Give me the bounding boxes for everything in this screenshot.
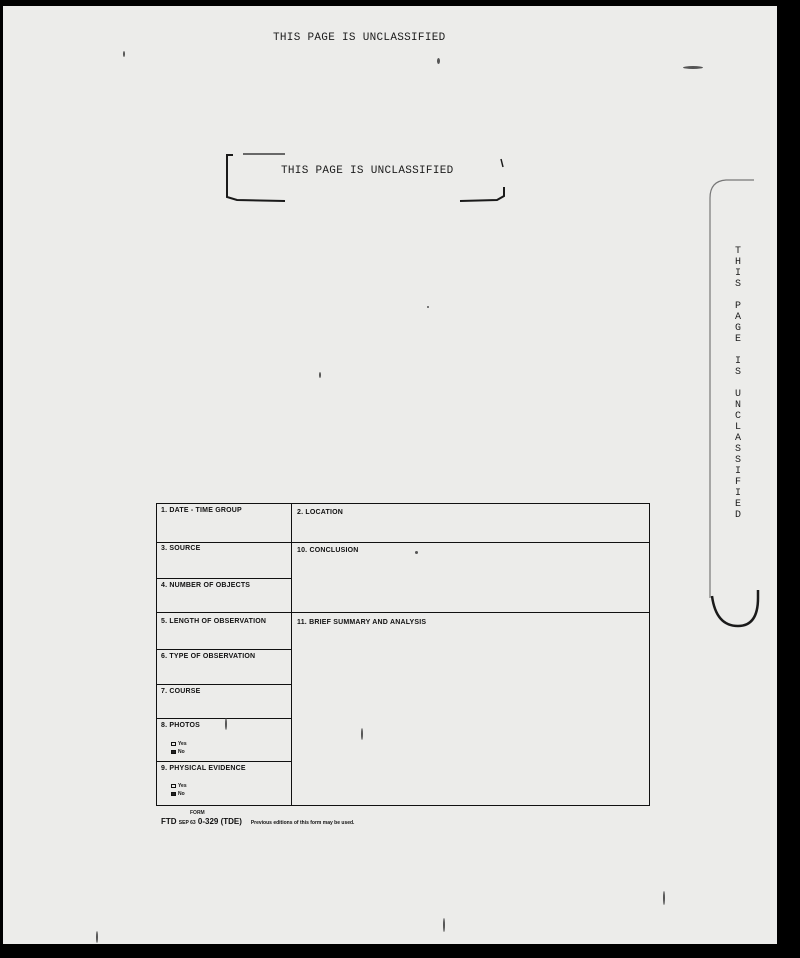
location-label: 2. LOCATION (297, 509, 344, 516)
side-letter: E (734, 334, 741, 345)
stamp-classification-text: THIS PAGE IS UNCLASSIFIED (281, 165, 454, 177)
side-letter (731, 378, 745, 389)
course-label: 7. COURSE (161, 688, 201, 695)
photos-no-option (171, 749, 185, 755)
photos-yes-text: Yes (178, 741, 187, 747)
form-date: SEP 63 (178, 820, 196, 826)
scan-speck (415, 551, 418, 554)
scan-speck (225, 718, 227, 730)
report-form (156, 503, 650, 806)
side-letter: L (734, 422, 741, 433)
photos-no-text: No (178, 749, 185, 755)
form-identifier (161, 817, 354, 826)
side-letter: I (734, 488, 741, 499)
form-divider-vertical (291, 504, 292, 806)
side-letter: F (734, 477, 741, 488)
editions-note: Previous editions of this form may be used. (250, 820, 355, 826)
scan-speck (427, 306, 429, 308)
side-letter: S (734, 444, 741, 455)
side-letter: A (734, 433, 741, 444)
side-letter: C (734, 411, 741, 422)
form-rule (157, 612, 649, 613)
photos-label: 8. PHOTOS (161, 722, 201, 729)
date-time-group-label: 1. DATE - TIME GROUP (161, 507, 242, 514)
side-letter: D (734, 510, 741, 521)
evidence-no-text: No (178, 791, 185, 797)
stamp-bracket-frame (225, 153, 507, 203)
form-id-prefix: FTD (161, 817, 177, 826)
scan-speck (319, 372, 321, 378)
length-of-observation-label: 5. LENGTH OF OBSERVATION (161, 618, 267, 625)
form-rule (157, 542, 649, 543)
side-letter (731, 290, 745, 301)
side-classification-text (731, 246, 745, 521)
conclusion-label: 10. CONCLUSION (297, 547, 359, 554)
side-letter: T (734, 246, 741, 257)
side-letter: S (734, 367, 741, 378)
form-number: 0-329 (TDE) (197, 817, 242, 826)
scan-speck (96, 931, 98, 943)
side-letter: P (734, 301, 741, 312)
side-letter (731, 345, 745, 356)
scan-speck (683, 66, 703, 69)
physical-evidence-label: 9. PHYSICAL EVIDENCE (161, 765, 246, 772)
side-letter: N (734, 400, 741, 411)
document-page (3, 6, 777, 944)
evidence-no-option (171, 791, 185, 797)
evidence-yes-checkbox (171, 784, 176, 788)
scan-speck (123, 51, 125, 57)
type-of-observation-label: 6. TYPE OF OBSERVATION (161, 653, 256, 660)
side-letter: I (734, 466, 741, 477)
side-letter: S (734, 455, 741, 466)
side-letter: U (734, 389, 741, 400)
side-letter: A (734, 312, 741, 323)
photos-yes-option (171, 741, 187, 747)
photos-yes-checkbox (171, 742, 176, 746)
side-letter: I (734, 356, 741, 367)
side-letter: I (734, 268, 741, 279)
photos-no-checkbox (171, 750, 176, 754)
side-letter: S (734, 279, 741, 290)
scan-speck (361, 728, 363, 740)
evidence-yes-option (171, 783, 187, 789)
side-letter: E (734, 499, 741, 510)
number-of-objects-label: 4. NUMBER OF OBJECTS (161, 582, 251, 589)
evidence-no-checkbox (171, 792, 176, 796)
scan-speck (663, 891, 665, 905)
side-letter: G (734, 323, 741, 334)
source-label: 3. SOURCE (161, 545, 201, 552)
top-classification-header: THIS PAGE IS UNCLASSIFIED (273, 32, 446, 44)
brief-summary-label: 11. BRIEF SUMMARY AND ANALYSIS (297, 619, 427, 626)
side-letter: H (734, 257, 741, 268)
classification-stamp-box (225, 153, 505, 201)
evidence-yes-text: Yes (178, 783, 187, 789)
scan-speck (437, 58, 440, 64)
footer-form-label: FORM (190, 810, 205, 816)
scan-speck (443, 918, 445, 932)
